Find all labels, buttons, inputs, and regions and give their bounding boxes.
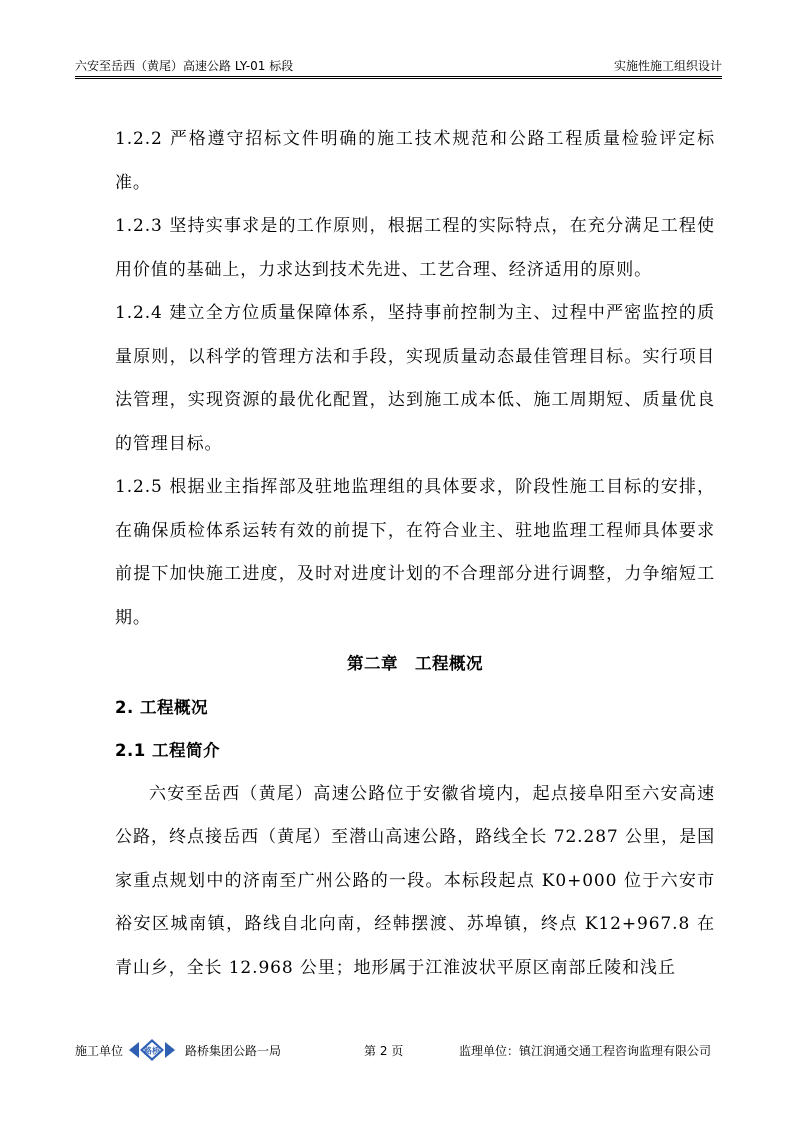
- paragraph-1-2-5: 1.2.5 根据业主指挥部及驻地监理组的具体要求，阶段性施工目标的安排，在确保质检体系运转有效的前提下，在符合业主、驻地监理工程师具体要求前提下加快施工进度，及时对进度计划的不合理部分进行调整，力争缩短工期。: [115, 477, 715, 628]
- paragraph-project-intro: 六安至岳西（黄尾）高速公路位于安徽省境内，起点接阜阳至六安高速公路，终点接岳西（黄尾）至潜山高速公路，路线全长 72.287 公里，是国家重点规划中的济南至广州公路的一段。本标段起点 K0+000 位于六安市裕安区城南镇，路线自北向南，经韩摆渡、苏埠镇，终点 K12+967.8 在青山乡，全长 12.968 公里；地形属于江淮波状平原区南部丘陵和浅丘: [115, 783, 715, 978]
- footer-page-number: 第 2 页: [364, 1044, 404, 1058]
- company-logo-icon: [129, 1039, 175, 1061]
- section-heading-2-1: 2.1 工程简介: [115, 741, 220, 760]
- header-document-title: 实施性施工组织设计: [613, 59, 722, 73]
- paragraph-1-2-4: 1.2.4 建立全方位质量保障体系，坚持事前控制为主、过程中严密监控的质量原则，以科学的管理方法和手段，实现质量动态最佳管理目标。实行项目法管理，实现资源的最优化配置，达到施工成本低、施工周期短、质量优良的管理目标。: [115, 303, 715, 454]
- header-divider-thin: [75, 78, 722, 79]
- section-heading-2: 2. 工程概况: [115, 697, 208, 717]
- footer-supervisor: 监理单位：镇江润通交通工程咨询监理有限公司: [459, 1044, 712, 1058]
- header-divider: [75, 76, 722, 77]
- page-body: [115, 118, 715, 990]
- logo-text: 路桥: [144, 1046, 160, 1056]
- page-footer: [75, 1039, 725, 1063]
- paragraph-1-2-2: 1.2.2 严格遵守招标文件明确的施工技术规范和公路工程质量检验评定标准。: [115, 129, 715, 193]
- header-project-title: 六安至岳西（黄尾）高速公路 LY-01 标段: [75, 59, 294, 73]
- footer-construction-label: 施工单位: [75, 1044, 124, 1058]
- paragraph-1-2-3: 1.2.3 坚持实事求是的工作原则，根据工程的实际特点，在充分满足工程使用价值的基础上，力求达到技术先进、工艺合理、经济适用的原则。: [115, 216, 715, 280]
- page-header: [75, 57, 722, 77]
- footer-company-name: 路桥集团公路一局: [185, 1044, 282, 1058]
- chapter-title: 第二章 工程概况: [347, 654, 483, 673]
